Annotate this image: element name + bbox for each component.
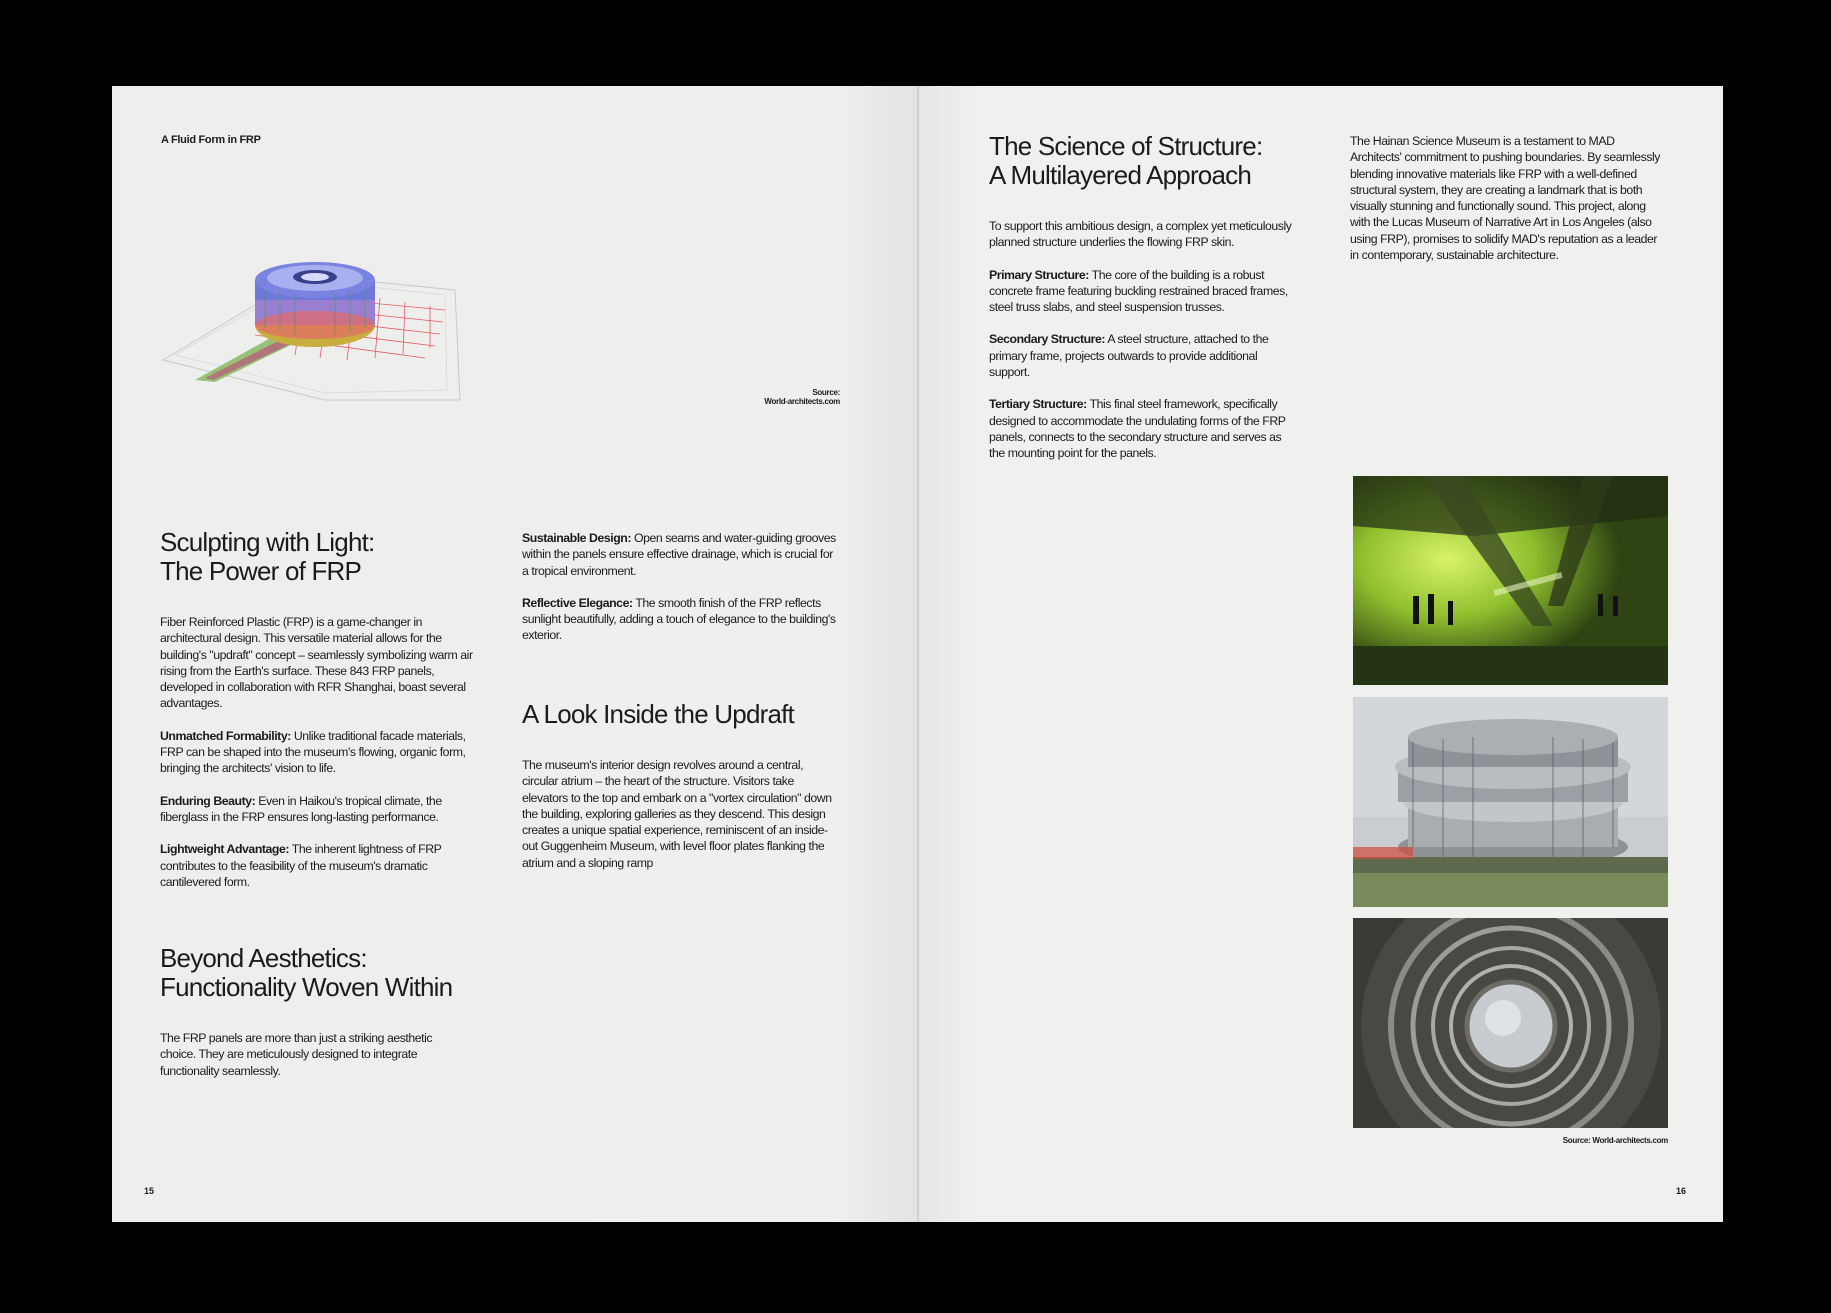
beyond-title bbox=[160, 944, 520, 1002]
item-label: Primary Structure: bbox=[989, 267, 1089, 282]
sculpting-body bbox=[160, 614, 482, 890]
photo-source: Source: World-architects.com bbox=[1562, 1136, 1668, 1145]
beyond-title-line1: Beyond Aesthetics: bbox=[160, 943, 367, 973]
col2-items bbox=[522, 530, 840, 660]
inside-text: The museum's interior design revolves around a central, circular atrium – the heart of the structure. Visitors take elevators to the top and embark on a "vortex circulation" down the building, exploring galleries as they descend. This design creates a unique spatial experience, reminiscent of an inside-out Guggenheim Museum, with level floor plates flanking the atrium and a sloping ramp bbox=[522, 758, 832, 870]
science-item bbox=[989, 331, 1295, 380]
item-text: The smooth finish of the FRP reflects sunlight beautifully, adding a touch of elegance to the building's exterior. bbox=[522, 595, 836, 643]
item-label: Lightweight Advantage: bbox=[160, 842, 290, 857]
sculpting-intro: Fiber Reinforced Plastic (FRP) is a game-changer in architectural design. This versatile material allows for the building's "updraft" concept – seamlessly symbolizing warm air rising from the Earth's surface. These 843 FRP panels, developed in collaboration with RFR Shanghai, boast several advantages. bbox=[160, 615, 473, 711]
item-label: Reflective Elegance: bbox=[522, 595, 633, 610]
sculpting-item bbox=[160, 841, 482, 890]
sculpting-item bbox=[160, 728, 482, 777]
diagram-source-site: World-architects.com bbox=[764, 397, 840, 406]
item-text: Even in Haikou's tropical climate, the fiberglass in the FRP ensures long-lasting performance. bbox=[160, 793, 442, 824]
item-text: The inherent lightness of FRP contributes to the feasibility of the museum's dramatic cantilevered form. bbox=[160, 842, 442, 889]
atrium-photo bbox=[1353, 918, 1668, 1128]
science-item bbox=[989, 396, 1295, 461]
item-text: A steel structure, attached to the primary frame, projects outwards to provide additional support. bbox=[989, 332, 1269, 380]
beyond-title-line2: Functionality Woven Within bbox=[160, 972, 453, 1002]
diagram-source-label: Source: bbox=[812, 388, 840, 397]
item-label: Secondary Structure: bbox=[989, 332, 1106, 347]
beyond-text: The FRP panels are more than just a striking aesthetic choice. They are meticulously designed to integrate functionality seamlessly. bbox=[160, 1031, 433, 1078]
page-number-left: 15 bbox=[144, 1186, 155, 1196]
science-body bbox=[989, 218, 1295, 462]
science-item bbox=[989, 267, 1295, 316]
sculpting-title bbox=[160, 528, 500, 586]
item-label: Sustainable Design: bbox=[522, 531, 631, 545]
sculpting-title-line2: The Power of FRP bbox=[160, 556, 362, 586]
sculpting-section bbox=[160, 528, 500, 906]
science-title-line1: The Science of Structure: bbox=[989, 131, 1263, 161]
science-title-line2: A Multilayered Approach bbox=[989, 160, 1251, 190]
sculpting-item bbox=[160, 793, 482, 826]
running-head: A Fluid Form in FRP bbox=[161, 134, 261, 146]
col2-item bbox=[522, 530, 840, 579]
inside-title: A Look Inside the Updraft bbox=[522, 699, 794, 729]
item-label: Enduring Beauty: bbox=[160, 793, 256, 808]
diagram-source bbox=[720, 388, 840, 406]
science-section bbox=[989, 132, 1319, 478]
spine-gutter bbox=[917, 86, 919, 1222]
item-label: Tertiary Structure: bbox=[989, 397, 1087, 412]
item-text: This final steel framework, specifically designed to accommodate the undulating forms of the FRP panels, connects to the secondary structure and serves as the mounting point for the panels. bbox=[989, 397, 1286, 461]
item-text: The core of the building is a robust concrete frame featuring buckling restrained braced frames, steel truss slabs, and steel suspension trusses. bbox=[989, 267, 1288, 315]
structural-model-diagram bbox=[155, 250, 475, 410]
summary-text: The Hainan Science Museum is a testament to MAD Architects' commitment to pushing boundaries. By seamlessly blending innovative materials like FRP with a well-defined structural system, they are creating a landmark that is both visually stunning and functionally sound. This project, along with the Lucas Museum of Narrative Art in Los Angeles (also using FRP), promises to solidify MAD's reputation as a leader in contemporary, sustainable architecture. bbox=[1350, 134, 1661, 263]
beyond-section bbox=[160, 944, 520, 1079]
interior-photo bbox=[1353, 476, 1668, 685]
science-intro: To support this ambitious design, a complex yet meticulously planned structure underlies the flowing FRP skin. bbox=[989, 219, 1292, 250]
item-label: Unmatched Formability: bbox=[160, 728, 291, 743]
col2-item bbox=[522, 595, 840, 644]
sculpting-title-line1: Sculpting with Light: bbox=[160, 527, 375, 557]
exterior-photo bbox=[1353, 697, 1668, 907]
page-number-right: 16 bbox=[1676, 1186, 1687, 1196]
science-title bbox=[989, 132, 1319, 190]
inside-section bbox=[522, 700, 842, 871]
item-text: Unlike traditional facade materials, FRP can be shaped into the museum's flowing, organic form, bringing the architects' vision to life. bbox=[160, 728, 466, 776]
item-text: Open seams and water-guiding grooves within the panels ensure effective drainage, which is crucial for a tropical environment. bbox=[522, 531, 836, 578]
